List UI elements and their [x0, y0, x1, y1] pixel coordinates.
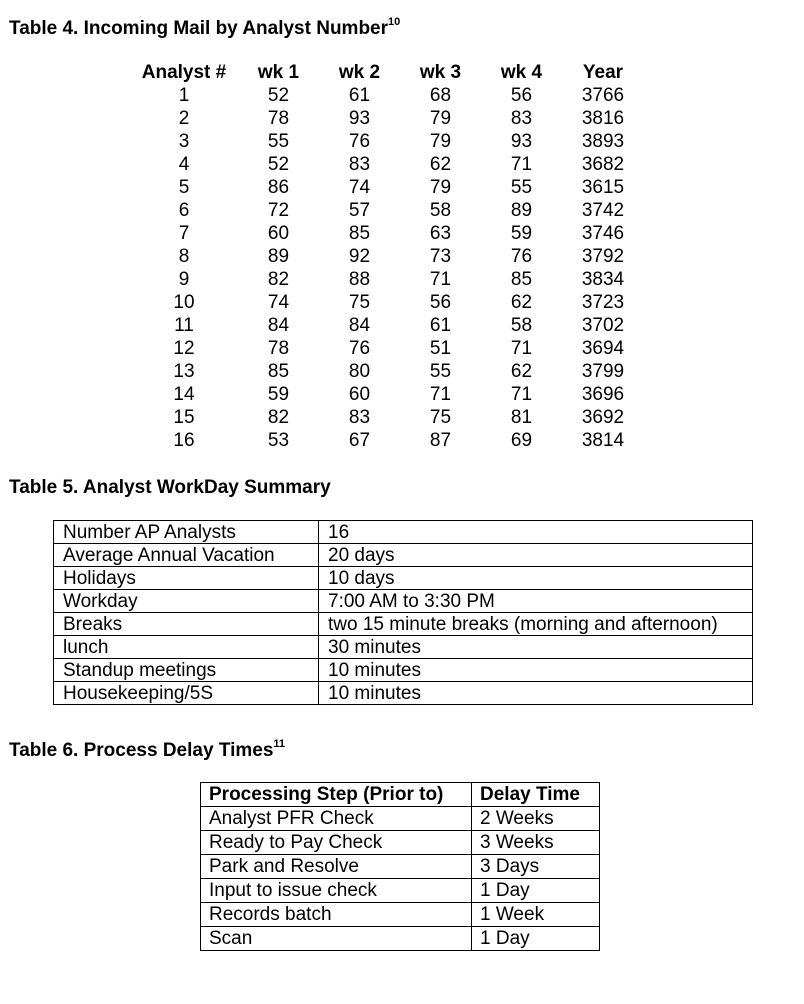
- table5-body: [54, 521, 753, 705]
- year-cell: 3816: [581, 107, 625, 129]
- col-header-processing-step: Processing Step (Prior to): [201, 783, 472, 807]
- wk1-cell: 72: [267, 199, 290, 221]
- wk1-cell: 86: [267, 176, 290, 198]
- summary-value-cell: 10 minutes: [319, 659, 753, 682]
- table-row: [130, 245, 644, 268]
- table-row: [130, 314, 644, 337]
- summary-label-cell: lunch: [54, 636, 319, 659]
- summary-label-cell: Breaks: [54, 613, 319, 636]
- col-header-analyst: Analyst #: [141, 61, 227, 83]
- analyst-number-cell: 1: [178, 84, 190, 106]
- col-header-wk3: wk 3: [419, 61, 462, 83]
- analyst-number-cell: 7: [178, 222, 190, 244]
- wk3-cell: 73: [429, 245, 452, 267]
- incoming-mail-table: [130, 61, 644, 452]
- year-cell: 3615: [581, 176, 625, 198]
- wk2-cell: 67: [348, 429, 371, 451]
- table-row: [130, 153, 644, 176]
- wk1-cell: 53: [267, 429, 290, 451]
- delay-time-cell: 3 Days: [472, 855, 600, 879]
- table-row: [54, 590, 753, 613]
- wk3-cell: 87: [429, 429, 452, 451]
- delay-time-cell: 1 Day: [472, 879, 600, 903]
- wk2-cell: 76: [348, 130, 371, 152]
- wk1-cell: 60: [267, 222, 290, 244]
- wk3-cell: 68: [429, 84, 452, 106]
- delay-time-cell: 1 Week: [472, 903, 600, 927]
- wk2-cell: 60: [348, 383, 371, 405]
- year-cell: 3893: [581, 130, 625, 152]
- processing-step-cell: Ready to Pay Check: [201, 831, 472, 855]
- wk3-cell: 56: [429, 291, 452, 313]
- wk3-cell: 62: [429, 153, 452, 175]
- analyst-number-cell: 5: [178, 176, 190, 198]
- table-row: [130, 222, 644, 245]
- table-row: [130, 337, 644, 360]
- processing-step-cell: Scan: [201, 927, 472, 951]
- table4-caption: Table 4. Incoming Mail by Analyst Number$^{10}$: [9, 16, 401, 39]
- wk1-cell: 85: [267, 360, 290, 382]
- table-row: [130, 107, 644, 130]
- wk3-cell: 79: [429, 176, 452, 198]
- year-cell: 3696: [581, 383, 625, 405]
- year-cell: 3792: [581, 245, 625, 267]
- processing-step-cell: Records batch: [201, 903, 472, 927]
- table5-caption: Table 5. Analyst WorkDay Summary: [9, 477, 331, 498]
- analyst-number-cell: 16: [173, 429, 195, 451]
- analyst-number-cell: 14: [173, 383, 195, 405]
- col-header-wk4: wk 4: [500, 61, 543, 83]
- wk4-cell: 76: [510, 245, 533, 267]
- delay-time-cell: 3 Weeks: [472, 831, 600, 855]
- col-header-wk1: wk 1: [257, 61, 300, 83]
- summary-label-cell: Workday: [54, 590, 319, 613]
- wk2-cell: 85: [348, 222, 371, 244]
- table4-body: [130, 84, 644, 452]
- wk1-cell: 78: [267, 337, 290, 359]
- wk3-cell: 55: [429, 360, 452, 382]
- workday-summary-table: [53, 520, 753, 705]
- wk4-cell: 89: [510, 199, 533, 221]
- wk1-cell: 89: [267, 245, 290, 267]
- wk2-cell: 92: [348, 245, 371, 267]
- analyst-number-cell: 2: [178, 107, 190, 129]
- analyst-number-cell: 11: [174, 314, 194, 336]
- table-row: [130, 383, 644, 406]
- wk1-cell: 82: [267, 406, 290, 428]
- wk4-cell: 81: [510, 406, 533, 428]
- delay-time-cell: 2 Weeks: [472, 807, 600, 831]
- analyst-number-cell: 15: [173, 406, 195, 428]
- summary-value-cell: 10 minutes: [319, 682, 753, 705]
- table6-body: [201, 807, 600, 951]
- wk4-cell: 56: [510, 84, 533, 106]
- wk2-cell: 75: [348, 291, 371, 313]
- wk2-cell: 83: [348, 153, 371, 175]
- analyst-number-cell: 8: [178, 245, 190, 267]
- wk2-cell: 83: [348, 406, 371, 428]
- wk4-cell: 85: [510, 268, 533, 290]
- wk2-cell: 61: [348, 84, 371, 106]
- table-row: [54, 567, 753, 590]
- summary-label-cell: Average Annual Vacation: [54, 544, 319, 567]
- col-header-year: Year: [582, 61, 624, 83]
- process-delay-table: [200, 782, 600, 951]
- wk4-cell: 71: [510, 383, 533, 405]
- summary-label-cell: Housekeeping/5S: [54, 682, 319, 705]
- wk3-cell: 71: [429, 383, 452, 405]
- year-cell: 3814: [581, 429, 625, 451]
- processing-step-cell: Analyst PFR Check: [201, 807, 472, 831]
- wk1-cell: 59: [267, 383, 290, 405]
- col-header-delay-time: Delay Time: [472, 783, 600, 807]
- analyst-number-cell: 12: [173, 337, 195, 359]
- wk1-cell: 82: [267, 268, 290, 290]
- wk3-cell: 71: [429, 268, 452, 290]
- table-row: [130, 291, 644, 314]
- wk1-cell: 84: [267, 314, 290, 336]
- wk3-cell: 79: [429, 107, 452, 129]
- wk4-cell: 55: [510, 176, 533, 198]
- table6-header-row: [201, 783, 600, 807]
- wk3-cell: 79: [429, 130, 452, 152]
- table-row: [130, 268, 644, 291]
- delay-time-cell: 1 Day: [472, 927, 600, 951]
- table-row: [201, 831, 600, 855]
- wk2-cell: 57: [348, 199, 371, 221]
- year-cell: 3682: [581, 153, 625, 175]
- wk3-cell: 75: [429, 406, 452, 428]
- wk1-cell: 74: [267, 291, 290, 313]
- table-row: [201, 879, 600, 903]
- wk1-cell: 55: [267, 130, 290, 152]
- table4-header-row: [130, 61, 644, 84]
- table-row: [54, 682, 753, 705]
- processing-step-cell: Input to issue check: [201, 879, 472, 903]
- analyst-number-cell: 13: [173, 360, 195, 382]
- processing-step-cell: Park and Resolve: [201, 855, 472, 879]
- analyst-number-cell: 6: [178, 199, 190, 221]
- year-cell: 3694: [581, 337, 625, 359]
- table-row: [130, 406, 644, 429]
- wk2-cell: 84: [348, 314, 371, 336]
- analyst-number-cell: 3: [178, 130, 190, 152]
- summary-label-cell: Standup meetings: [54, 659, 319, 682]
- table-row: [54, 613, 753, 636]
- summary-label-cell: Number AP Analysts: [54, 521, 319, 544]
- year-cell: 3692: [581, 406, 625, 428]
- table6-footnote-ref: 11: [273, 738, 286, 750]
- wk4-cell: 58: [510, 314, 533, 336]
- summary-value-cell: 7:00 AM to 3:30 PM: [319, 590, 753, 613]
- table-row: [54, 659, 753, 682]
- table-row: [130, 176, 644, 199]
- year-cell: 3723: [581, 291, 625, 313]
- table-row: [54, 544, 753, 567]
- year-cell: 3702: [581, 314, 625, 336]
- wk4-cell: 59: [510, 222, 533, 244]
- year-cell: 3799: [581, 360, 625, 382]
- wk4-cell: 93: [510, 130, 533, 152]
- wk4-cell: 62: [510, 360, 533, 382]
- wk3-cell: 63: [429, 222, 452, 244]
- wk2-cell: 93: [348, 107, 371, 129]
- table-row: [54, 521, 753, 544]
- table-row: [201, 927, 600, 951]
- wk3-cell: 58: [429, 199, 452, 221]
- summary-label-cell: Holidays: [54, 567, 319, 590]
- summary-value-cell: 16: [319, 521, 753, 544]
- summary-value-cell: 20 days: [319, 544, 753, 567]
- table4-footnote-ref: 10: [388, 16, 401, 28]
- table-row: [201, 903, 600, 927]
- col-header-wk2: wk 2: [338, 61, 381, 83]
- table-row: [130, 84, 644, 107]
- table-row: [130, 199, 644, 222]
- analyst-number-cell: 9: [178, 268, 190, 290]
- wk4-cell: 71: [510, 153, 533, 175]
- wk2-cell: 88: [348, 268, 371, 290]
- wk3-cell: 51: [429, 337, 452, 359]
- summary-value-cell: 30 minutes: [319, 636, 753, 659]
- year-cell: 3742: [581, 199, 625, 221]
- summary-value-cell: two 15 minute breaks (morning and afternoon): [319, 613, 753, 636]
- analyst-number-cell: 10: [173, 291, 195, 313]
- wk4-cell: 71: [510, 337, 533, 359]
- wk1-cell: 78: [267, 107, 290, 129]
- summary-value-cell: 10 days: [319, 567, 753, 590]
- wk1-cell: 52: [267, 153, 290, 175]
- wk4-cell: 62: [510, 291, 533, 313]
- wk4-cell: 83: [510, 107, 533, 129]
- wk2-cell: 80: [348, 360, 371, 382]
- year-cell: 3766: [581, 84, 625, 106]
- table-row: [54, 636, 753, 659]
- wk2-cell: 74: [348, 176, 371, 198]
- table-row: [201, 855, 600, 879]
- year-cell: 3746: [581, 222, 625, 244]
- analyst-number-cell: 4: [178, 153, 190, 175]
- wk2-cell: 76: [348, 337, 371, 359]
- table-row: [130, 360, 644, 383]
- year-cell: 3834: [581, 268, 625, 290]
- table-row: [130, 429, 644, 452]
- table6-caption: Table 6. Process Delay Times$^{11}$: [9, 738, 286, 761]
- wk3-cell: 61: [429, 314, 452, 336]
- wk1-cell: 52: [267, 84, 290, 106]
- table-row: [130, 130, 644, 153]
- wk4-cell: 69: [510, 429, 533, 451]
- table-row: [201, 807, 600, 831]
